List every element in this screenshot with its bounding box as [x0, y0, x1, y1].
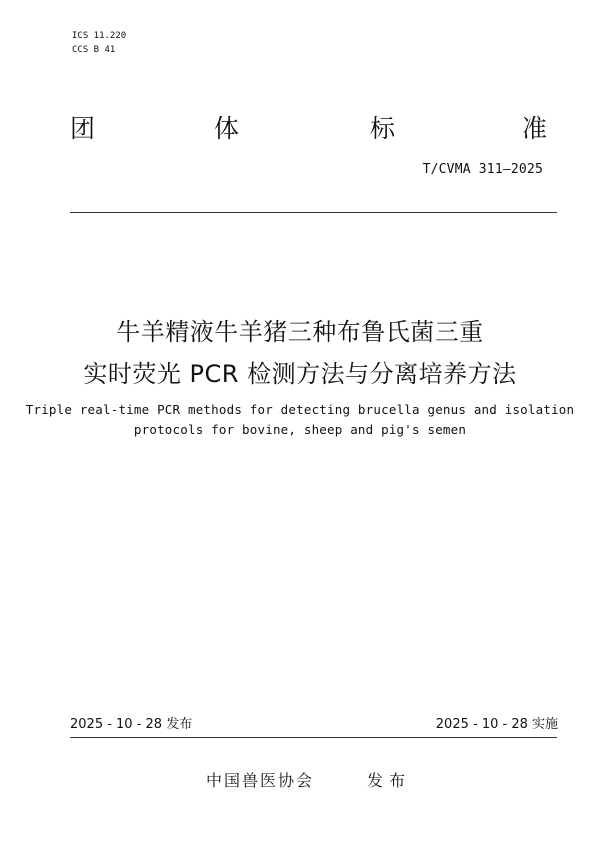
ics-code: ICS 11.220: [72, 31, 127, 41]
standard-type-char: 体: [214, 114, 240, 143]
title-english-line2: protocols for bovine, sheep and pig's semen: [133, 422, 467, 437]
title-chinese-line2: 实时荧光 PCR 检测方法与分离培养方法: [83, 360, 517, 388]
title-chinese-line1: 牛羊精液牛羊猪三种布鲁氏菌三重: [116, 318, 484, 346]
publisher-name: 中国兽医协会: [206, 771, 315, 790]
ccs-code: CCS B 41: [72, 45, 116, 55]
standard-type-char: 团: [70, 114, 96, 143]
publish-label: 发布: [367, 771, 412, 790]
header-divider: [70, 212, 557, 213]
title-english-line1: Triple real-time PCR methods for detecting brucella genus and isolation: [25, 402, 575, 417]
issue-date: 2025 - 10 - 28 发布: [70, 717, 193, 732]
standard-type-char: 标: [370, 114, 396, 143]
footer-divider: [70, 737, 557, 738]
standard-number: T/CVMA 311—2025: [422, 162, 543, 177]
standard-type-char: 准: [522, 114, 548, 143]
implementation-date: 2025 - 10 - 28 实施: [435, 717, 558, 732]
